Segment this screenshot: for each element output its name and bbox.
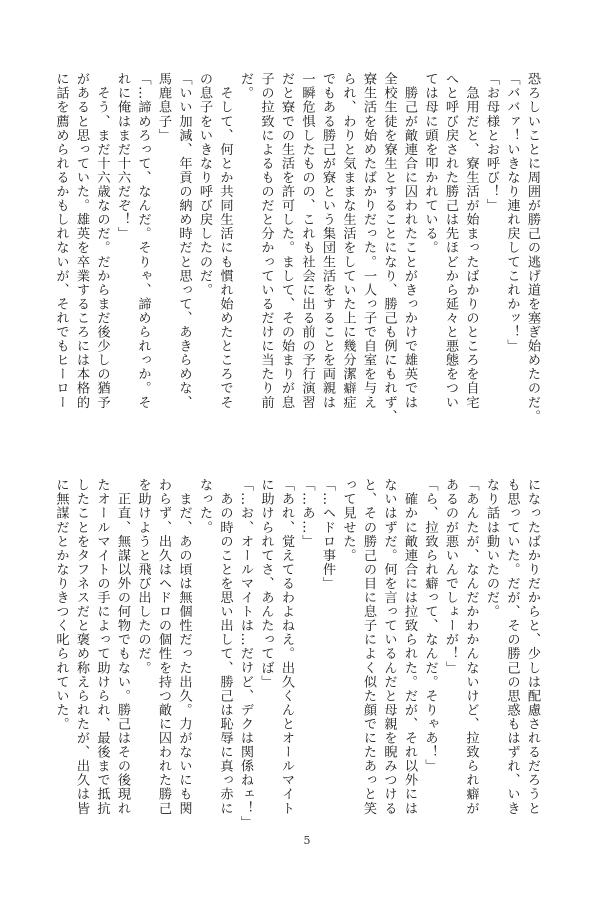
text-column: ては母に頭を叩かれている。: [422, 72, 438, 255]
text-column: 「…諦めろって、なんだ。そりゃ、諦められっか。そ: [135, 72, 151, 410]
text-column: 「ババァ！いきなり連れ戻してこれかッ！」: [504, 72, 520, 353]
text-column: も思っていた。だが、その勝己の思惑もはずれ、いき: [504, 478, 520, 816]
text-column: だと寮での生活を許可した。まして、その始まりが息: [279, 72, 294, 410]
text-column: へと呼び戻された勝己は先ほどから延々と悪態をつい: [443, 72, 458, 410]
text-column: 急用だと、寮生活が始まったばかりのところを自宅: [463, 72, 479, 410]
text-column: れに俺はまだ十六だぞ！」: [115, 72, 130, 241]
upper-text-block: [53, 72, 542, 452]
text-column: 寮生活を始めたばかりだった。一人っ子で自室を与え: [361, 72, 376, 410]
text-column: ないはずだ。何を言っているんだと母親を睨みつける: [381, 478, 397, 816]
text-column: まだ、あの頃は無個性だった出久。力がないにも関: [176, 478, 192, 816]
text-column: なり話は動いたのだ。: [484, 478, 499, 619]
text-column: 正直、無謀以外の何物でもない。勝己はその後現れ: [115, 478, 130, 816]
text-column: の息子をいきなり呼び戻したのだ。: [197, 72, 212, 297]
text-column: 全校生徒を寮生とすることになり、勝己も例にもれず、: [381, 72, 397, 424]
text-column: と、その勝己の目に息子によく似た顔でにたあっと笑: [361, 478, 376, 816]
text-column: なった。: [197, 478, 212, 535]
text-column: そう、まだ十六歳なのだ。だからまだ後少しの猶予: [94, 72, 110, 410]
text-column: 確かに敵連合には拉致られた。だが、それ以外には: [402, 478, 417, 816]
text-column: 「お母様とお呼び！」: [484, 72, 499, 213]
text-column: 一瞬危惧したものの、これも社会に出る前の予行演習: [299, 72, 315, 410]
text-column: 「ら、拉致られ癖って、なんだ。そりゃあ！」: [422, 478, 438, 774]
text-column: 「あんたが、なんだかわかんないけど、拉致られ癖が: [463, 478, 479, 816]
text-column: 「…お、オールマイトは…だけど、デクは関係ねェ！」: [238, 478, 253, 830]
text-column: 馬鹿息子」: [156, 72, 171, 143]
text-column: 「いい加減、年貢の納め時だと思って、あきらめな、: [176, 72, 192, 410]
text-column: 「…ヘドロ事件」: [320, 478, 335, 591]
text-column: だ。: [238, 72, 253, 101]
text-column: 「あれ、覚えてるわよねえ。出久くんとオールマイト: [279, 478, 294, 816]
text-column: したことをタフネスだと褒め称えられたが、出久は皆: [74, 478, 89, 816]
text-column: 勝己が敵連合に囚われたことがきっかけで雄英では: [402, 72, 417, 410]
text-column: を助けようと飛び出したのだ。: [135, 478, 151, 675]
text-column: そして、何とか共同生活にも慣れ始めたところでそ: [217, 72, 233, 410]
text-column: でもある勝己が寮という集団生活をすることを両親は: [320, 72, 335, 410]
text-column: に話を薦められるかもしれないが、それでもヒーロー: [53, 72, 69, 410]
text-column: に無謀だとかなりきつく叱られていた。: [53, 478, 69, 731]
text-column: られ、わりと気ままな生活をしていた上に幾分潔癖症: [340, 72, 356, 410]
text-column: たオールマイトの手によって助けられ、最後まで抵抗: [94, 478, 110, 816]
text-column: わらず、出久はヘドロの個性を持つ敵に囚われた勝己: [156, 478, 171, 816]
lower-text-block: [53, 478, 542, 858]
text-column: になったばかりだからと、少しは配慮されるだろうと: [525, 478, 540, 816]
text-column: 恐ろしいことに周囲が勝己の逃げ道を塞ぎ始めたのだ。: [525, 72, 540, 424]
text-column: があると思っていた。雄英を卒業するころには本格的: [74, 72, 89, 410]
text-column: 子の拉致によるものだと分かっているだけに当たり前: [258, 72, 274, 410]
text-column: あるのが悪いんでしょーが！」: [443, 478, 458, 675]
text-column: って見せた。: [340, 478, 356, 563]
page-number: 5: [303, 834, 311, 847]
text-column: あの時のことを思い出して、勝己は恥辱に真っ赤に: [217, 478, 233, 816]
text-column: に助けられてさ、あんたってば」: [258, 478, 274, 689]
text-column: 「…あ…」: [299, 478, 315, 549]
